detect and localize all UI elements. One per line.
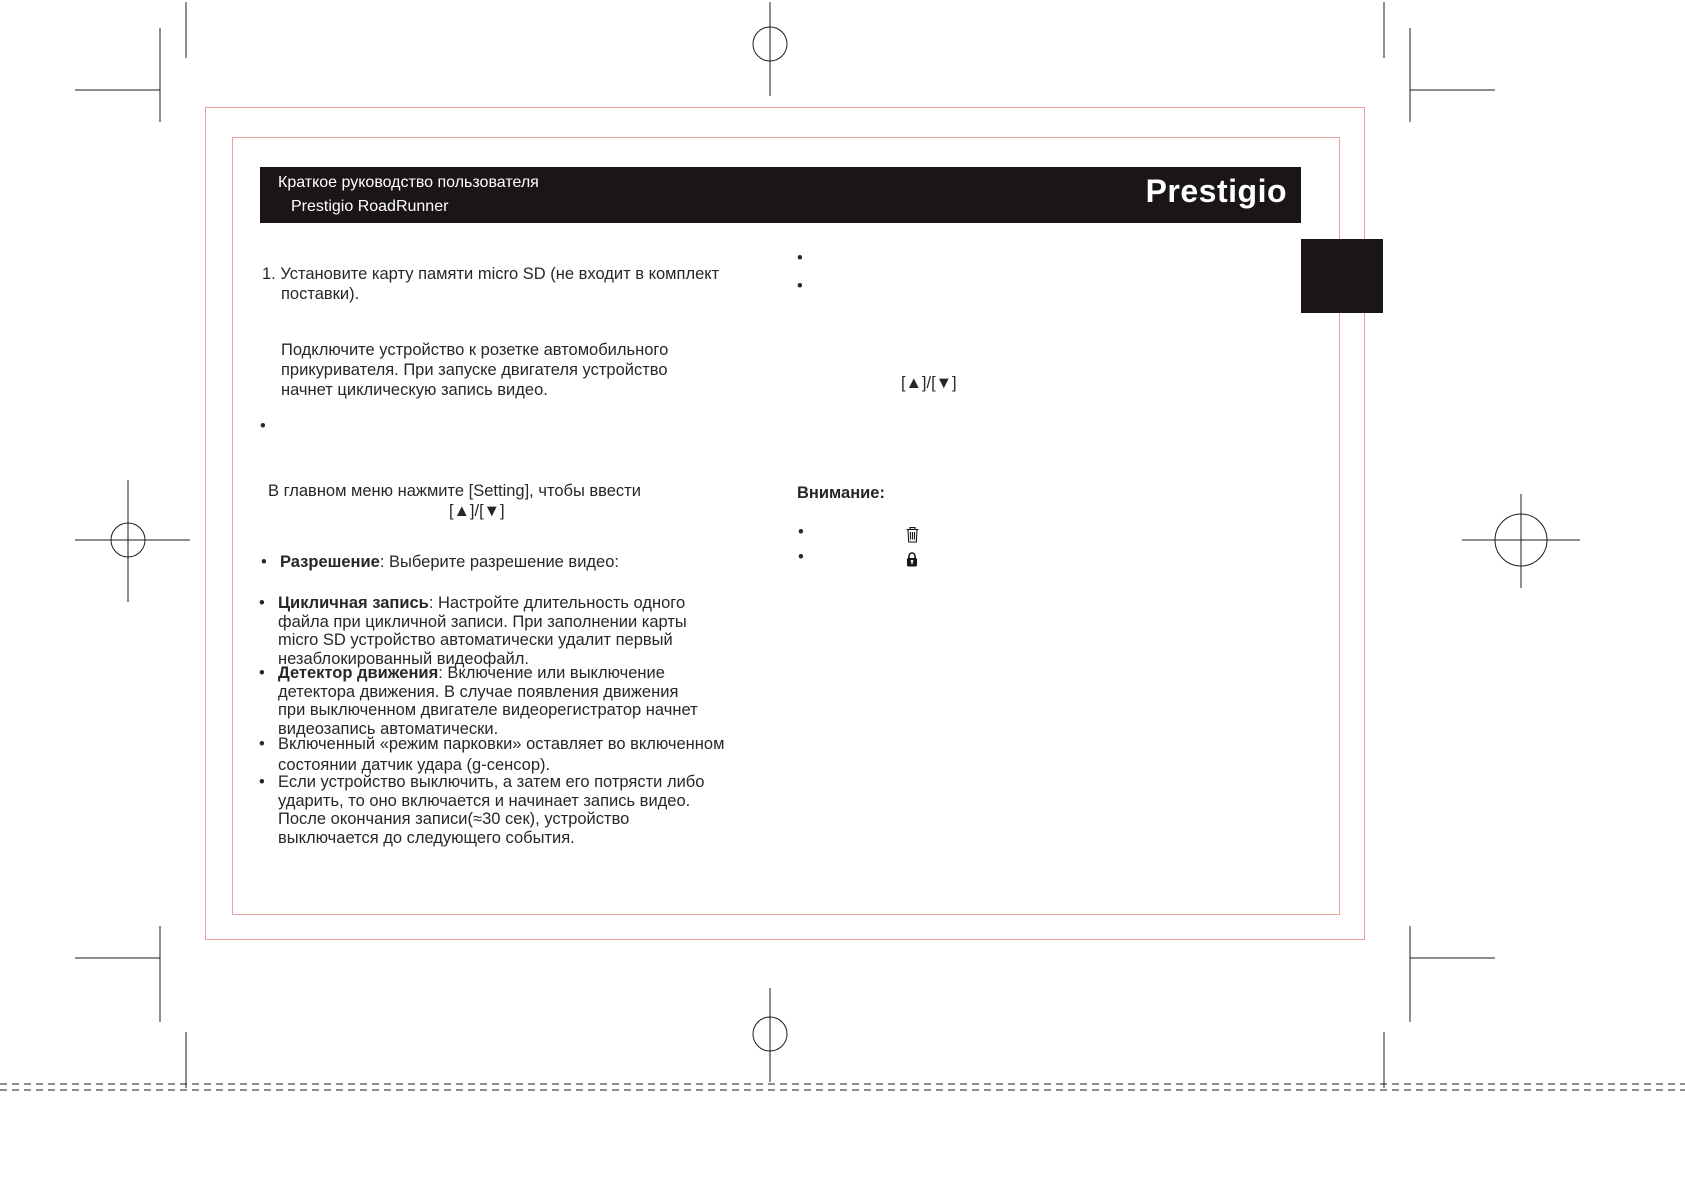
bullet-empty: • xyxy=(260,417,266,435)
lock-icon xyxy=(905,551,919,568)
warning-heading: Внимание: xyxy=(797,484,885,502)
trash-icon xyxy=(905,526,920,544)
doc-title: Краткое руководство пользователя xyxy=(278,174,539,191)
bullet-shock xyxy=(259,773,704,848)
bullet-marker: • xyxy=(259,664,265,682)
bullet-motion-lead: Детектор движения xyxy=(278,664,439,682)
bullet-marker: • xyxy=(259,594,265,612)
bullet-marker: • xyxy=(259,773,265,791)
bullet-parking xyxy=(259,734,724,776)
paragraph-power-line1: Подключите устройство к розетке автомобильного xyxy=(281,341,669,359)
paragraph-menu xyxy=(268,481,641,521)
step-1-line1: 1. Установите карту памяти micro SD (не входит в комплект xyxy=(262,265,720,283)
bullet-shock-line1: Если устройство выключить, а затем его потрясти либо xyxy=(278,773,705,791)
bullet-shock-line4: выключается до следующего события. xyxy=(278,829,575,848)
bullet-motion-line3: при выключенном двигателе видеорегистратор начнет xyxy=(278,701,698,720)
bullet-motion-line4: видеозапись автоматически. xyxy=(278,720,499,739)
bullet-motion xyxy=(259,664,698,739)
bullet-resolution-text: Разрешение: Выберите разрешение видео: xyxy=(280,553,619,571)
header-bar xyxy=(260,167,1301,223)
paragraph-power-line2: прикуривателя. При запуске двигателя устройство xyxy=(281,361,668,379)
arrow-keys-label: [▲]/[▼] xyxy=(449,502,505,520)
paragraph-power-line3: начнет циклическую запись видео. xyxy=(281,381,548,399)
bullet-cyclic-line1: Цикличная запись: Настройте длительность одного xyxy=(278,594,686,612)
bullet-cyclic-lead: Цикличная запись xyxy=(278,594,429,612)
right-bullet-2: • xyxy=(797,277,803,295)
bullet-cyclic-line4: незаблокированный видеофайл. xyxy=(278,650,529,669)
prestigio-logo: Prestigio xyxy=(1145,173,1287,209)
bullet-cyclic-line2: файла при цикличной записи. При заполнении карты xyxy=(278,612,687,631)
bullet-shock-line3: После окончания записи(≈30 сек), устройство xyxy=(278,810,630,829)
bullet-motion-line2: детектора движения. В случае появления движения xyxy=(278,682,679,701)
step-1-line2: поставки). xyxy=(281,285,360,303)
black-color-tab xyxy=(1301,239,1383,313)
bullet-parking-line1: Включенный «режим парковки» оставляет во включенном xyxy=(278,735,725,753)
bullet-parking-line2: состоянии датчик удара (g-сенсор). xyxy=(278,756,551,774)
bullet-cyclic xyxy=(259,594,687,669)
bullet-motion-line1: Детектор движения: Включение или выключение xyxy=(278,664,665,682)
paragraph-menu-line1: В главном меню нажмите [Setting], чтобы ввести xyxy=(268,482,641,500)
bullet-resolution xyxy=(261,552,619,572)
bullet-resolution-lead: Разрешение xyxy=(280,553,380,571)
doc-subtitle: Prestigio RoadRunner xyxy=(291,198,449,215)
warning-bullet-1: • xyxy=(798,523,804,541)
right-bullet-1: • xyxy=(797,249,803,267)
bullet-marker: • xyxy=(261,553,267,571)
step-1 xyxy=(262,264,719,304)
bullet-shock-line2: ударить, то оно включается и начинает запись видео. xyxy=(278,791,691,810)
bullet-cyclic-line3: micro SD устройство автоматически удалит первый xyxy=(278,631,673,650)
bullet-marker: • xyxy=(259,735,265,753)
warning-bullet-2: • xyxy=(798,548,804,566)
right-arrow-keys-label: [▲]/[▼] xyxy=(901,374,957,392)
paragraph-power xyxy=(281,340,668,400)
